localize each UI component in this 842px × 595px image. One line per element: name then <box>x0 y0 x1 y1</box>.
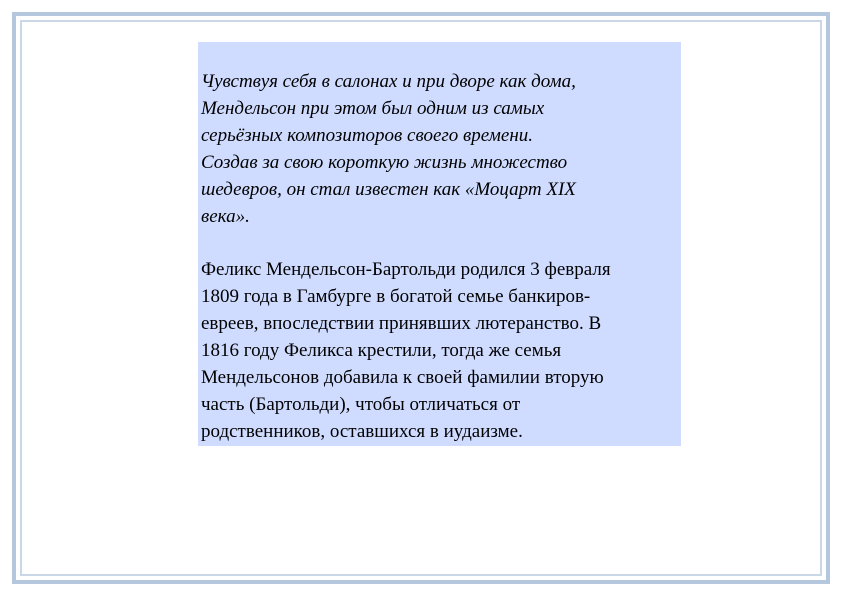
bio-line: Феликс Мендельсон-Бартольди родился 3 февраля <box>201 259 611 280</box>
quote-line: Мендельсон при этом был одним из самых <box>201 98 545 119</box>
bio-line: часть (Бартольди), чтобы отличаться от <box>201 394 521 415</box>
biography-paragraph <box>201 256 678 445</box>
bio-line: Мендельсонов добавила к своей фамилии вторую <box>201 367 604 388</box>
quote-line: века». <box>201 206 250 227</box>
bio-line: родственников, оставшихся в иудаизме. <box>201 421 523 442</box>
bio-line: 1816 году Феликса крестили, тогда же семья <box>201 340 562 361</box>
quote-line: серьёзных композиторов своего времени. <box>201 125 533 146</box>
quote-line: Чувствуя себя в салонах и при дворе как дома, <box>201 71 576 92</box>
bio-line: евреев, впоследствии принявших лютеранство. В <box>201 313 602 334</box>
text-box <box>198 42 681 446</box>
bio-line: 1809 года в Гамбурге в богатой семье банкиров- <box>201 286 591 307</box>
quote-paragraph <box>201 68 678 230</box>
quote-line: шедевров, он стал известен как «Моцарт XIX <box>201 179 576 200</box>
quote-line: Создав за свою короткую жизнь множество <box>201 152 568 173</box>
